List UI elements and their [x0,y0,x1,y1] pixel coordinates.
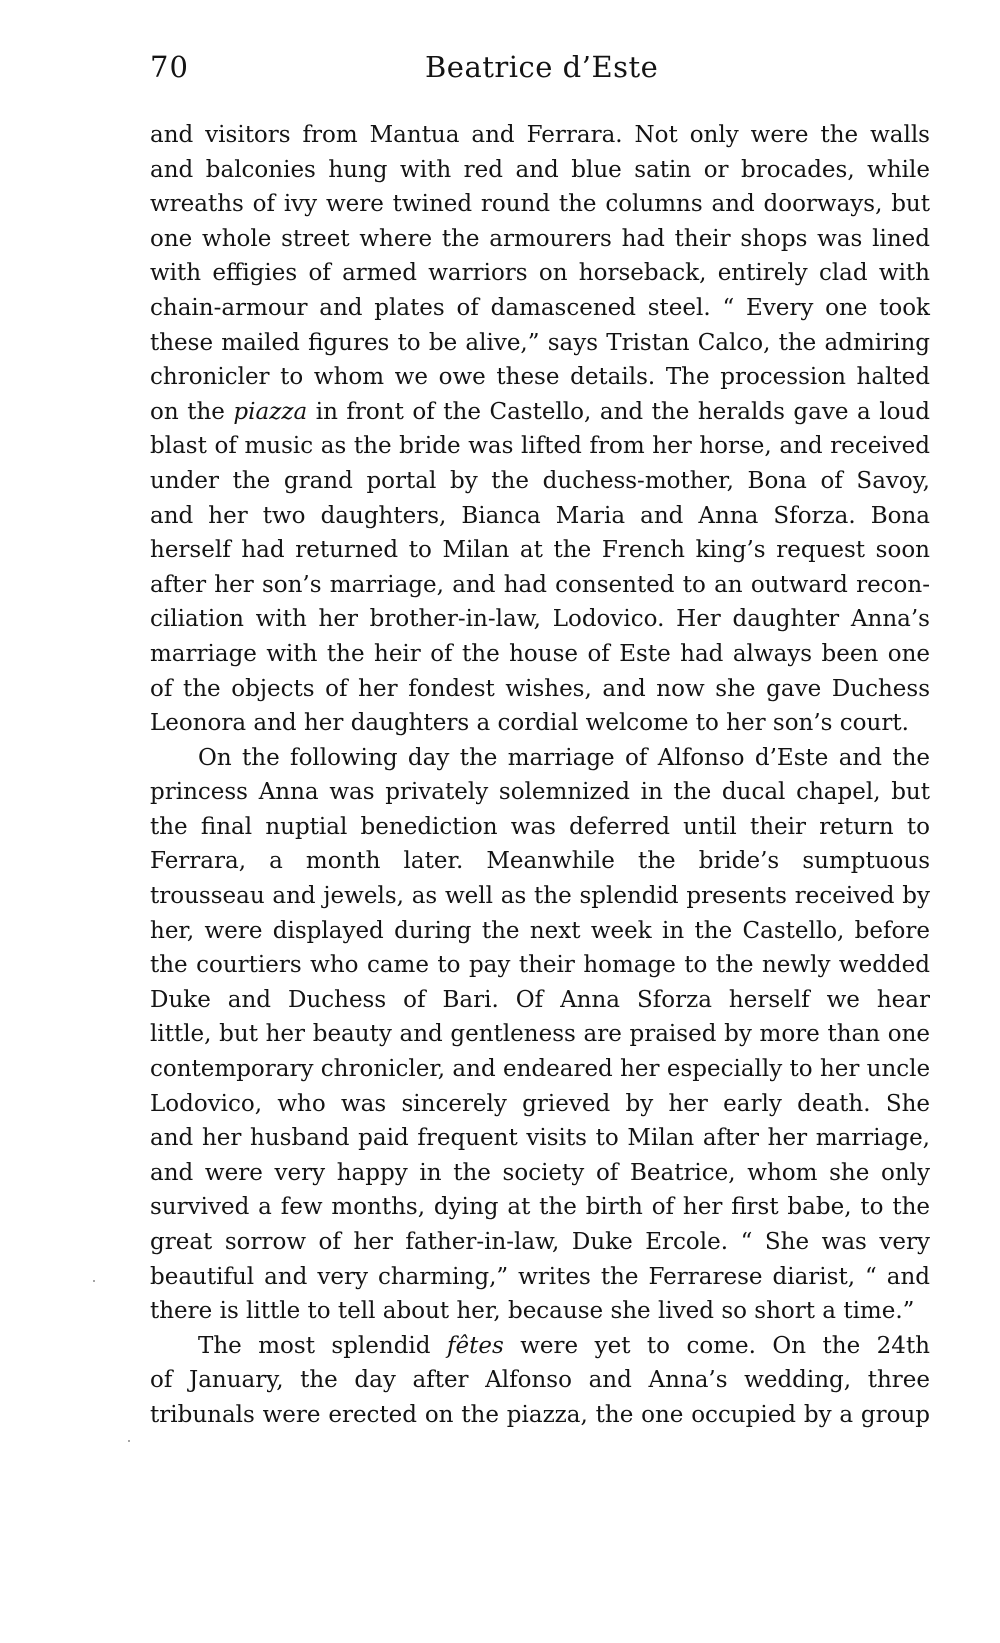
text-line: herself had returned to Milan at the French king’s request soon [150,537,930,564]
text-line: chain-armour and plates of damascened steel. “ Every one took [150,294,930,321]
text-line: marriage with the heir of the house of Este had always been one [150,640,930,667]
text-line: princess Anna was privately solemnized in the ducal chapel, but [150,779,930,806]
text-line: of January, the day after Alfonso and Anna’s wedding, three [150,1367,930,1394]
text-line: little, but her beauty and gentleness are praised by more than one [150,1021,930,1048]
text-line: tribunals were erected on the piazza, the one occupied by a group [150,1401,930,1428]
scan-speck [128,1440,130,1442]
text-line: under the grand portal by the duchess-mother, Bona of Savoy, [150,467,930,494]
text-line: The most splendid fêtes were yet to come. On the 24th [198,1332,930,1359]
text-line: trousseau and jewels, as well as the splendid presents received by [150,883,930,910]
text-line: these mailed figures to be alive,” says Tristan Calco, the admiring [150,329,930,356]
page-header [150,50,930,94]
text-line: and were very happy in the society of Beatrice, whom she only [150,1159,930,1186]
text-line: contemporary chronicler, and endeared her especially to her uncle [150,1056,931,1083]
text-line: beautiful and very charming,” writes the Ferrarese diarist, “ and [150,1263,930,1290]
text-line: there is little to tell about her, because she lived so short a time.” [150,1298,915,1325]
text-line: Lodovico, who was sincerely grieved by her early death. She [150,1090,930,1117]
text-line: her, were displayed during the next week in the Castello, before [150,917,930,944]
page-number: 70 [150,50,189,84]
text-line: survived a few months, dying at the birth of her first babe, to the [150,1194,930,1221]
text-line: blast of music as the bride was lifted from her horse, and received [150,433,930,460]
text-line: On the following day the marriage of Alfonso d’Este and the [198,744,930,771]
body-text [150,118,930,1433]
text-line: one whole street where the armourers had their shops was lined [150,225,930,252]
text-line: and visitors from Mantua and Ferrara. Not only were the walls [150,122,930,148]
text-line: the courtiers who came to pay their homage to the newly wedded [150,952,930,979]
text-line: with effigies of armed warriors on horseback, entirely clad with [150,260,930,287]
text-line: great sorrow of her father-in-law, Duke Ercole. “ She was very [150,1229,930,1255]
text-line: of the objects of her fondest wishes, and now she gave Duchess [150,675,930,702]
scan-speck [93,1280,95,1282]
text-line: Leonora and her daughters a cordial welcome to her son’s court. [150,710,909,737]
text-line: the final nuptial benediction was deferred until their return to [150,813,930,840]
text-line: Ferrara, a month later. Meanwhile the bride’s sumptuous [150,848,930,875]
text-line: and balconies hung with red and blue satin or brocades, while [150,156,930,183]
text-line: on the piazza in front of the Castello, and the heralds gave a loud [150,398,930,425]
text-line: and her two daughters, Bianca Maria and Anna Sforza. Bona [150,502,930,529]
text-line: wreaths of ivy were twined round the columns and doorways, but [150,191,930,218]
text-line: Duke and Duchess of Bari. Of Anna Sforza herself we hear [150,986,930,1013]
text-line: chronicler to whom we owe these details. The procession halted [150,364,930,391]
running-title: Beatrice d’Este [425,50,659,84]
text-line: and her husband paid frequent visits to Milan after her marriage, [150,1125,930,1152]
text-line: ciliation with her brother-in-law, Lodovico. Her daughter Anna’s [150,606,930,633]
text-line: after her son’s marriage, and had consented to an outward recon- [150,571,930,598]
